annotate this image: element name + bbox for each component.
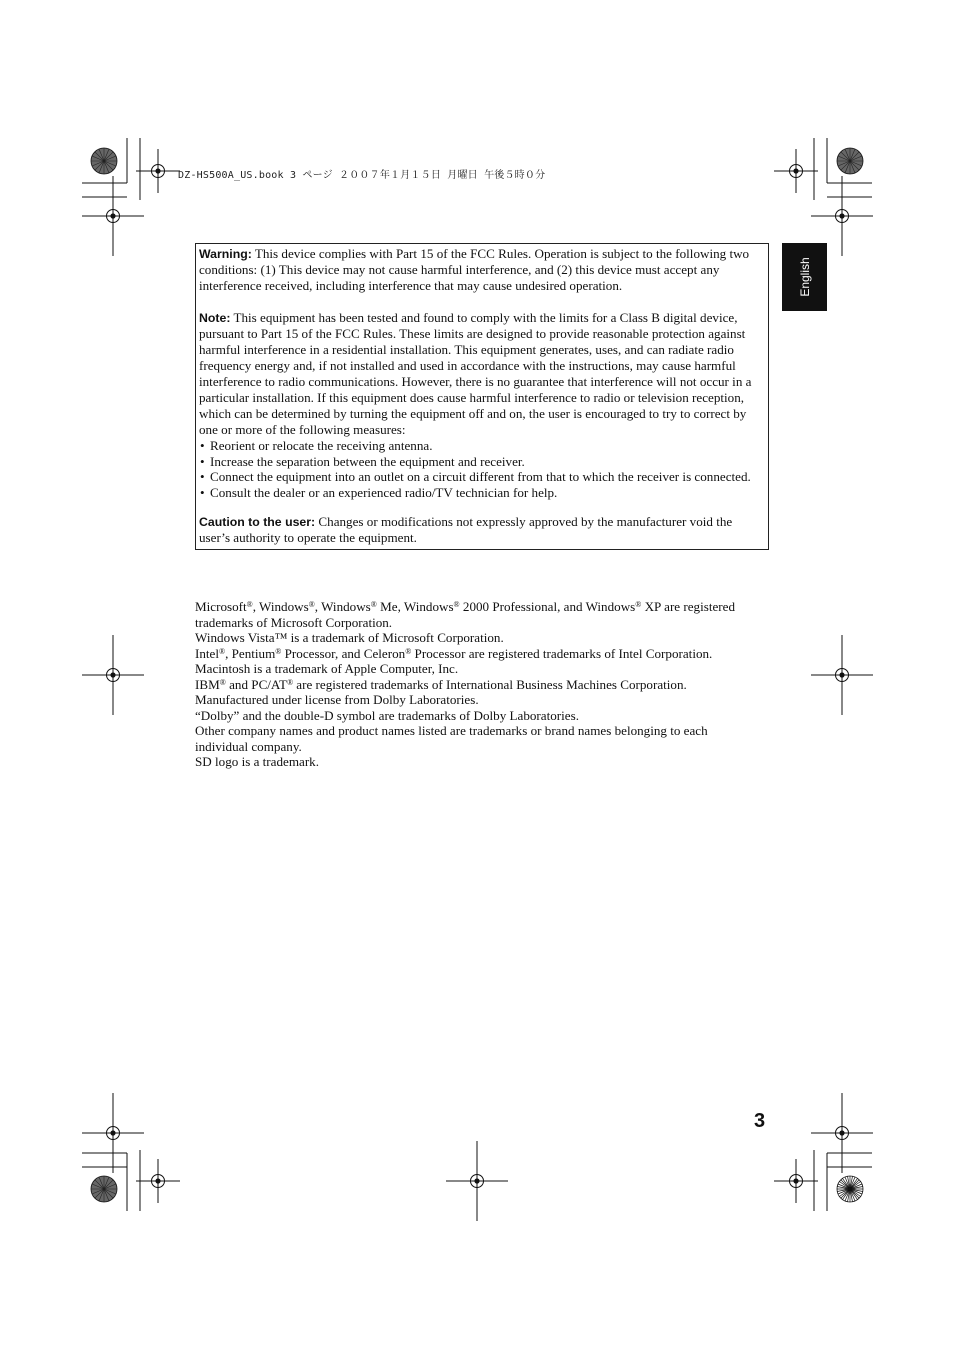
caution-text: Changes or modifications not expressly approved by the manufacturer void the user’s authority to operate the equipment. <box>199 514 733 545</box>
warning-lead: Warning: <box>199 247 252 261</box>
tm-text: IBM <box>195 676 220 692</box>
registered-mark: ® <box>453 600 460 609</box>
caution-paragraph <box>199 514 763 546</box>
page-number: 3 <box>754 1110 766 1132</box>
tm-text: 2000 Professional, and Windows <box>459 599 636 614</box>
tm-text: Processor are registered trademarks of Intel Corporation. <box>411 645 713 661</box>
fcc-notice-box <box>195 243 769 550</box>
tm-text: , Windows <box>314 599 371 614</box>
list-item: • Increase the separation between the equipment and receiver. <box>199 454 763 470</box>
macintosh-trademark: Macintosh is a trademark of Apple Computer, Inc. <box>195 661 459 676</box>
tm-text: , Pentium <box>225 645 276 661</box>
caution-lead: Caution to the user: <box>199 515 316 529</box>
list-item: • Consult the dealer or an experienced radio/TV technician for help. <box>199 485 763 501</box>
list-item: • Connect the equipment into an outlet on a circuit different from that to which the receiver is connected. <box>199 469 763 485</box>
tm-text: Me, Windows <box>376 599 454 614</box>
dolby-license: Manufactured under license from Dolby Laboratories. <box>195 692 479 707</box>
tm-text: , Windows <box>252 599 309 614</box>
registered-mark: ® <box>370 600 377 609</box>
warning-paragraph <box>199 246 763 294</box>
ibm-trademark <box>195 677 761 693</box>
sd-trademark: SD logo is a trademark. <box>195 754 320 769</box>
registered-mark: ® <box>286 677 294 687</box>
other-trademarks: Other company names and product names listed are trademarks or brand names belonging to each individual company. <box>195 723 708 754</box>
tm-text: Processor, and Celeron <box>281 645 406 661</box>
tm-text: Microsoft <box>195 599 247 614</box>
registered-mark: ® <box>405 646 412 656</box>
language-tab-label: English <box>797 257 812 297</box>
microsoft-trademark <box>195 599 761 630</box>
note-paragraph <box>199 310 763 438</box>
tm-text: are registered trademarks of International Business Machines Corporation. <box>293 676 687 692</box>
warning-text: This device complies with Part 15 of the FCC Rules. Operation is subject to the following two conditions: (1) This device may not cause harmful interference, and (2) this device must accept any interference received, including interference that may cause undesired operation. <box>199 246 750 293</box>
language-tab <box>782 243 827 311</box>
tm-text: and PC/AT <box>225 676 287 692</box>
note-lead: Note: <box>199 311 231 325</box>
tm-text: Intel <box>195 645 219 661</box>
registered-mark: ® <box>246 600 253 609</box>
measures-list <box>199 438 763 500</box>
dolby-trademark: “Dolby” and the double-D symbol are trademarks of Dolby Laboratories. <box>195 707 579 723</box>
intel-trademark <box>195 646 761 662</box>
registered-mark: ® <box>635 600 642 609</box>
vista-trademark: Windows Vista™ is a trademark of Microsoft Corporation. <box>195 630 504 645</box>
list-item: • Reorient or relocate the receiving antenna. <box>199 438 763 454</box>
tm-text: XP are registered trademarks of Microsoft Corporation. <box>195 599 736 630</box>
registered-mark: ® <box>219 646 226 656</box>
trademarks-section <box>195 599 761 770</box>
registered-mark: ® <box>275 646 282 656</box>
registered-mark: ® <box>308 600 315 609</box>
print-header: DZ-HS500A_US.book 3 ページ ２００７年１月１５日 月曜日 午後５時０分 <box>178 170 546 181</box>
note-text: This equipment has been tested and found to comply with the limits for a Class B digital device, pursuant to Part 15 of the FCC Rules. These limits are designed to provide reasonable protection against harmful interference in a residential installation. This equipment generates, uses, and can radiate radio frequency energy and, if not installed and used in accordance with the instructions, may cause harmful interference to radio communications. However, there is no guarantee that interference will not occur in a particular installation. If this equipment does cause harmful interference to radio or television reception, which can be determined by turning the equipment off and on, the user is encouraged to try to correct by one or more of the following measures: <box>199 310 752 437</box>
registered-mark: ® <box>219 677 226 687</box>
